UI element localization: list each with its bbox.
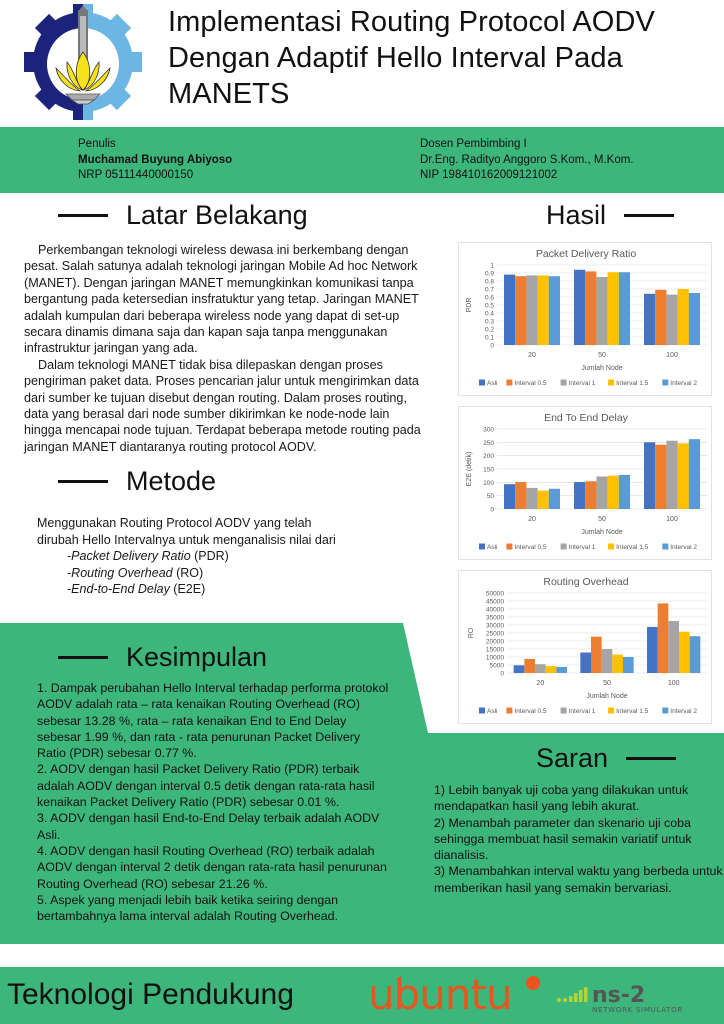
legend-swatch — [561, 544, 567, 550]
section-heading-latar-belakang — [58, 199, 308, 231]
bar — [619, 272, 630, 345]
legend-label: Interval 2 — [670, 708, 698, 715]
section-heading-kesimpulan — [58, 641, 267, 673]
legend-label: Asli — [487, 708, 498, 715]
bar — [678, 289, 689, 345]
y-tick-label: 0 — [500, 670, 504, 678]
bar — [612, 655, 623, 673]
bar-chart-svg — [459, 571, 713, 725]
bar — [538, 491, 549, 509]
y-tick-label: 30000 — [485, 622, 504, 630]
legend-label: Interval 0,5 — [514, 544, 547, 551]
x-tick-label: 100 — [666, 352, 678, 359]
bar — [504, 275, 515, 345]
x-tick-label: 50 — [598, 352, 606, 359]
y-tick-label: 50 — [486, 493, 494, 501]
metric-abbr: (E2E) — [169, 582, 206, 596]
chart-title: Packet Delivery Ratio — [535, 248, 637, 260]
bar — [574, 270, 585, 345]
y-tick-label: 250 — [483, 439, 494, 447]
saran-list — [434, 782, 724, 896]
heading-text: Metode — [126, 466, 217, 496]
y-tick-label: 0.1 — [484, 334, 494, 342]
legend-label: Interval 1 — [568, 544, 596, 551]
y-tick-label: 0.8 — [484, 278, 494, 286]
advisor-info — [420, 137, 634, 184]
x-tick-label: 100 — [666, 516, 678, 523]
bar — [666, 295, 677, 345]
ns2-logo — [556, 981, 716, 1017]
heading-dash — [58, 656, 108, 659]
y-tick-label: 0.7 — [484, 286, 494, 294]
bar — [655, 445, 666, 509]
bar — [526, 488, 537, 509]
y-tick-label: 100 — [483, 479, 494, 487]
metric-name: -Packet Delivery Ratio — [67, 549, 191, 563]
saran-item: 2) Menambah parameter dan skenario uji coba sehingga membuat hasil semakin variatif untuk dianalisis. — [434, 815, 692, 863]
heading-text: Kesimpulan — [126, 642, 268, 672]
y-axis-label: E2E (detik) — [466, 451, 473, 487]
y-tick-label: 0 — [490, 506, 494, 514]
bar — [608, 272, 619, 345]
y-tick-label: 0.4 — [484, 310, 494, 318]
legend-swatch — [479, 544, 485, 550]
bar — [644, 294, 655, 345]
author-info — [78, 137, 232, 184]
chart-title: End To End Delay — [544, 412, 628, 424]
bar — [668, 621, 679, 673]
bar — [678, 443, 689, 509]
bar — [655, 290, 666, 345]
ubuntu-circle-of-friends-icon — [526, 976, 540, 990]
y-tick-label: 5000 — [489, 662, 504, 670]
section-heading-saran — [536, 742, 676, 774]
legend-label: Interval 1,5 — [616, 544, 649, 551]
bar — [514, 665, 525, 673]
y-tick-label: 25000 — [485, 630, 504, 638]
legend-label: Interval 0.5 — [514, 708, 547, 715]
y-tick-label: 40000 — [485, 606, 504, 614]
metric-name: -End-to-End Delay — [67, 582, 170, 596]
bar — [574, 482, 585, 509]
legend-swatch — [662, 544, 668, 550]
author-label: Penulis — [78, 138, 116, 150]
y-tick-label: 0.9 — [484, 270, 494, 278]
bar — [526, 275, 537, 345]
y-tick-label: 20000 — [485, 638, 504, 646]
x-tick-label: 20 — [536, 680, 545, 687]
y-tick-label: 0.3 — [484, 318, 494, 326]
bar — [658, 603, 669, 673]
bar — [585, 271, 596, 345]
bar — [524, 659, 535, 673]
metode-item-pdr — [37, 548, 337, 565]
legend-swatch — [506, 708, 512, 714]
svg-text:ns-2: ns-2 — [592, 983, 646, 1008]
heading-dash — [624, 214, 674, 217]
legend-swatch — [662, 708, 668, 714]
footer-band — [0, 967, 724, 1024]
bar — [690, 636, 701, 673]
metode-intro: Menggunakan Routing Protocol AODV yang telah dirubah Hello Intervalnya untuk menganalisis nilai dari — [37, 516, 336, 547]
y-tick-label: 50000 — [485, 590, 504, 598]
legend-swatch — [561, 380, 567, 386]
paragraph: Dalam teknologi MANET tidak bisa dilepaskan dengan proses pengiriman paket data. Proses pencarian jalur untuk mengirimkan data dari sumber ke tujuan disebut dengan routing. Dalam proses routing, data yang berasal dari node sumber dikirimkan ke node-node lain hingga mencapai node tujuan. Terdapat beberapa metode routing pada jaringan MANET diantaranya routing protocol AODV. — [24, 357, 421, 454]
legend-label: Interval 2 — [670, 544, 698, 551]
y-tick-label: 15000 — [485, 646, 504, 654]
kesimpulan-item: 5. Aspek yang menjadi lebih baik ketika seiring dengan bertambahnya lama interval adalah Routing Overhead. — [37, 892, 339, 924]
heading-text: Latar Belakang — [126, 200, 308, 230]
bar — [679, 632, 690, 673]
bar — [556, 667, 567, 673]
chart-packet-delivery-ratio — [458, 242, 712, 396]
heading-text: Hasil — [546, 200, 607, 230]
y-tick-label: 35000 — [485, 614, 504, 622]
y-axis-label: RO — [468, 627, 475, 639]
legend-label: Interval 1 — [568, 380, 596, 387]
x-tick-label: 50 — [603, 680, 611, 687]
legend-swatch — [506, 544, 512, 550]
x-tick-label: 50 — [598, 516, 606, 523]
heading-text: Saran — [536, 743, 609, 773]
kesimpulan-item: 4. AODV dengan hasil Routing Overhead (RO) terbaik adalah AODV dengan interval 2 detik dengan rata-rata hasil penurunan Routing Overhead (RO) sebesar 21.26 %. — [37, 843, 387, 891]
bar — [689, 439, 700, 509]
heading-dash — [626, 757, 676, 760]
x-tick-label: 20 — [528, 516, 536, 523]
advisor-label: Dosen Pembimbing I — [420, 138, 527, 150]
section-heading-hasil — [546, 199, 674, 231]
y-tick-label: 200 — [483, 453, 494, 461]
kesimpulan-item: 2. AODV dengan hasil Packet Delivery Ratio (PDR) terbaik adalah AODV dengan interval 0.5 detik dengan rata-rata hasil kenaikan Packet Delivery Ratio (PDR) sebesar 0.01 %. — [37, 762, 375, 810]
saran-item: 3) Menambahkan interval waktu yang berbeda untuk memberikan hasil yang semakin bervariasi. — [434, 864, 723, 895]
legend-label: Interval 1.5 — [616, 380, 649, 387]
metode-text — [37, 515, 337, 598]
bar — [666, 441, 677, 509]
bar — [596, 476, 607, 509]
x-axis-label: Jumlah Node — [586, 693, 628, 700]
metric-abbr: (PDR) — [190, 549, 229, 563]
heading-dash — [58, 214, 108, 217]
legend-label: Asli — [487, 380, 498, 387]
advisor-nip: NIP 198410162009121002 — [420, 169, 558, 181]
chart-end-to-end-delay — [458, 406, 712, 560]
legend-swatch — [608, 708, 614, 714]
legend-swatch — [608, 544, 614, 550]
bar — [549, 276, 560, 345]
author-band — [0, 127, 724, 193]
legend-label: Asli — [487, 544, 498, 551]
bar — [591, 637, 602, 673]
title-line-2: Dengan Adaptif Hello Interval Pada — [168, 42, 623, 74]
legend-swatch — [479, 380, 485, 386]
kesimpulan-item: 3. AODV dengan hasil End-to-End Delay terbaik adalah AODV Asli. — [37, 811, 380, 842]
footer-title: Teknologi Pendukung — [7, 978, 294, 1011]
bar — [596, 277, 607, 345]
bar — [515, 482, 526, 509]
legend-swatch — [506, 380, 512, 386]
legend-label: Interval 2 — [670, 380, 698, 387]
title-line-1: Implementasi Routing Protocol AODV — [168, 6, 655, 38]
x-tick-label: 20 — [528, 352, 536, 359]
legend-label: Interval 1.5 — [616, 708, 649, 715]
bar — [549, 489, 560, 509]
chart-routing-overhead — [458, 570, 712, 724]
metric-abbr: (RO) — [172, 565, 204, 580]
bar — [504, 484, 515, 509]
bar-chart-svg — [459, 243, 713, 397]
y-tick-label: 150 — [483, 466, 494, 474]
metric-name: -Routing Overhead — [67, 565, 173, 580]
paragraph: Perkembangan teknologi wireless dewasa ini berkembang dengan pesat. Salah satunya adalah teknologi jaringan Mobile Ad hoc Network (MANET). Dengan jaringan MANET memungkinkan komunikasi tanpa bergantung pada ketersedian insfratuktur yang tetap. Jaringan MANET adalah kumpulan dari beberapa wireless node yang dapat di set-up secara dinamis dimana saja dan kapan saja tanpa menggunakan infrastruktur jaringan yang ada. — [24, 243, 419, 356]
bar — [647, 627, 658, 673]
y-tick-label: 45000 — [485, 598, 504, 606]
bar — [546, 666, 557, 673]
title-line-3: MANETS — [168, 78, 290, 110]
bar — [535, 664, 546, 673]
bar — [644, 442, 655, 509]
bar — [585, 481, 596, 509]
bar — [602, 649, 613, 673]
saran-item: 1) Lebih banyak uji coba yang dilakukan untuk mendapatkan hasil yang lebih akurat. — [434, 783, 689, 814]
kesimpulan-list — [37, 680, 392, 924]
y-tick-label: 300 — [483, 426, 494, 434]
y-tick-label: 10000 — [485, 654, 504, 662]
bar — [619, 475, 630, 509]
svg-text:NETWORK SIMULATOR: NETWORK SIMULATOR — [592, 1005, 683, 1014]
latar-belakang-text — [24, 242, 424, 455]
legend-label: Interval 1 — [568, 708, 596, 715]
legend-swatch — [479, 708, 485, 714]
heading-dash — [58, 480, 108, 483]
x-tick-label: 100 — [667, 680, 680, 687]
metode-item-e2e — [37, 581, 337, 598]
bar — [608, 476, 619, 509]
ubuntu-logo: ubuntu — [368, 970, 512, 1019]
y-axis-label: PDR — [466, 297, 473, 313]
bar — [515, 276, 526, 345]
y-tick-label: 1 — [490, 262, 494, 270]
metode-item-ro — [37, 565, 337, 582]
bar — [689, 293, 700, 345]
x-axis-label: Jumlah Node — [581, 365, 623, 372]
y-tick-label: 0 — [490, 342, 494, 350]
advisor-name: Dr.Eng. Radityo Anggoro S.Kom., M.Kom. — [420, 153, 634, 166]
y-tick-label: 0.2 — [484, 326, 494, 334]
poster-title — [168, 4, 708, 112]
legend-swatch — [608, 380, 614, 386]
bar-chart-svg — [459, 407, 713, 561]
y-tick-label: 0.6 — [484, 294, 494, 302]
x-axis-label: Jumlah Node — [581, 529, 623, 536]
y-tick-label: 0.5 — [484, 302, 494, 310]
bar — [538, 275, 549, 345]
legend-swatch — [662, 380, 668, 386]
bar — [623, 657, 634, 673]
bar — [580, 653, 591, 673]
legend-swatch — [561, 708, 567, 714]
section-heading-metode — [58, 465, 216, 497]
its-logo-icon — [22, 2, 144, 122]
kesimpulan-item: 1. Dampak perubahan Hello Interval terhadap performa protokol AODV adalah rata – rata kenaikan Routing Overhead (RO) sebesar 13.28 %, rata – rata kenaikan End to End Delay sebesar 1.99 %, dan rata - rata penurunan Packet Delivery Ratio (PDR) sebesar 0.77 %. — [37, 681, 389, 761]
legend-label: Interval 0.5 — [514, 380, 547, 387]
author-nrp: NRP 05111440000150 — [78, 169, 194, 181]
author-name: Muchamad Buyung Abiyoso — [78, 153, 233, 166]
chart-title: Routing Overhead — [543, 576, 629, 588]
